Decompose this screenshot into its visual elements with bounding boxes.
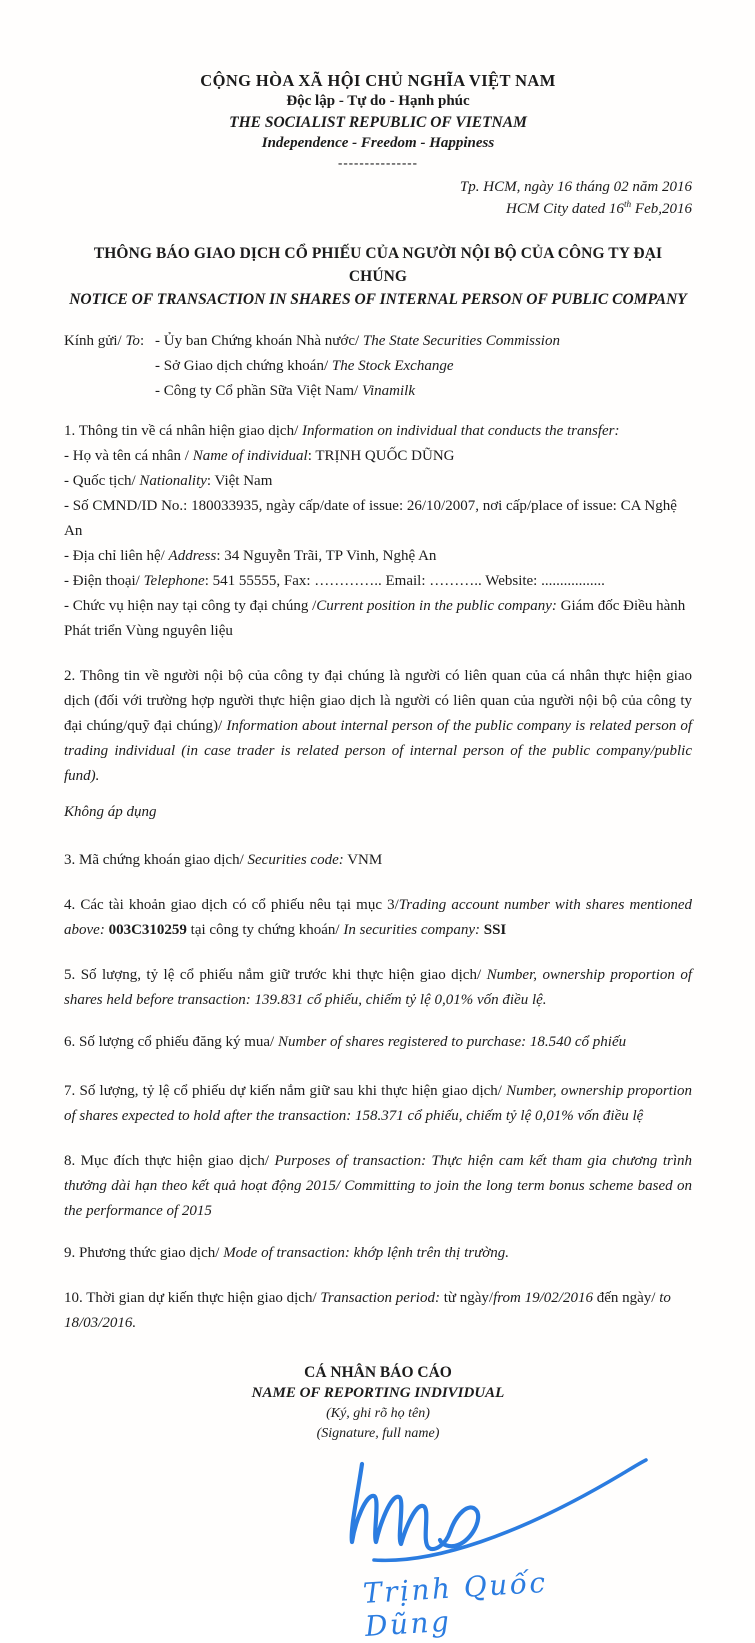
national-motto-en: THE SOCIALIST REPUBLIC OF VIETNAM: [229, 114, 527, 131]
field-shares-registered: 6. Số lượng cổ phiếu đăng ký mua/ Number of shares registered to purchase: 18.540 cổ phiếu: [64, 1034, 627, 1050]
section-10: [64, 1286, 692, 1336]
date-line-vi: Tp. HCM, ngày 16 tháng 02 năm 2016: [459, 179, 692, 195]
header-divider: ---------------: [338, 155, 418, 170]
field-transaction-period: 10. Thời gian dự kiến thực hiện giao dịch/ Transaction period: từ ngày/from 19/02/2016 đến ngày/ to 18/03/2016.: [64, 1290, 671, 1331]
field-nationality: - Quốc tịch/ Nationality: Việt Nam: [64, 473, 273, 489]
field-shares-after: 7. Số lượng, tỷ lệ cổ phiếu dự kiến nắm giữ sau khi thực hiện giao dịch/ Number, ownership proportion of shares expected to hold after the transaction: 158.371 cổ phiếu, chiếm tỷ lệ 0,01% vốn điều lệ: [64, 1083, 692, 1124]
document-title: [64, 242, 692, 311]
date-block: [64, 176, 692, 220]
national-slogan-vi: Độc lập - Tự do - Hạnh phúc: [286, 93, 470, 109]
recipients-block: [64, 329, 692, 404]
recipient-stock-exchange: - Sở Giao dịch chứng khoán/ The Stock Exchange: [155, 358, 454, 374]
signature-loops-stroke: [352, 1464, 478, 1549]
signature-heading: [64, 1362, 692, 1444]
field-purpose: 8. Mục đích thực hiện giao dịch/ Purposes of transaction: Thực hiện cam kết tham gia chương trình thưởng dài hạn theo kết quả hoạt động 2015/ Committing to join the long term bonus scheme based on the performance of 2015: [64, 1153, 692, 1219]
field-securities-code: 3. Mã chứng khoán giao dịch/ Securities code: VNM: [64, 852, 383, 868]
section-2-not-applicable: Không áp dụng: [64, 804, 157, 820]
section-8: [64, 1149, 692, 1224]
date-line-en: HCM City dated 16th Feb,2016: [506, 200, 692, 217]
field-telephone: - Điện thoại/ Telephone: 541 55555, Fax: ………….. Email: ……….. Website: .................: [64, 573, 605, 589]
section-7: [64, 1079, 692, 1129]
document-title-vi: THÔNG BÁO GIAO DỊCH CỔ PHIẾU CỦA NGƯỜI NỘI BỘ CỦA CÔNG TY ĐẠI CHÚNG: [93, 245, 663, 285]
section-1-heading: 1. Thông tin về cá nhân hiện giao dịch/ Information on individual that conducts the transfer:: [64, 423, 620, 439]
field-trading-account: 4. Các tài khoản giao dịch có cổ phiếu nêu tại mục 3/Trading account number with shares mentioned above: 003C310259 tại công ty chứng khoán/ In securities company: SSI: [64, 897, 692, 938]
field-current-position: - Chức vụ hiện nay tại công ty đại chúng /Current position in the public company: Giám đốc Điều hành Phát triển Vùng nguyên liệu: [64, 598, 686, 639]
section-9: [64, 1241, 692, 1266]
national-header: [64, 70, 692, 172]
reporting-individual-title-en: NAME OF REPORTING INDIVIDUAL: [251, 1385, 505, 1401]
section-2-text: 2. Thông tin về người nội bộ của công ty đại chúng là người có liên quan của cá nhân thực hiện giao dịch (đối với trường hợp người thực hiện giao dịch là người có liên quan của người nội bộ của công ty đại chúng/quỹ đại chúng)/ Information about internal person of the public company is related person of trading individual (in case trader is related person of internal person of the public company/public fund).: [64, 668, 693, 784]
recipient-vinamilk: - Công ty Cổ phần Sữa Việt Nam/ Vinamilk: [155, 383, 415, 399]
section-5: [64, 963, 692, 1013]
reporting-individual-title-vi: CÁ NHÂN BÁO CÁO: [304, 1364, 452, 1381]
section-2: [64, 664, 692, 825]
recipient-ssc: - Ủy ban Chứng khoán Nhà nước/ The State Securities Commission: [155, 333, 560, 349]
recipients-label: Kính gửi/ To:: [64, 333, 145, 349]
section-3: [64, 848, 692, 873]
national-slogan-en: Independence - Freedom - Happiness: [261, 135, 495, 151]
field-mode-of-transaction: 9. Phương thức giao dịch/ Mode of transaction: khớp lệnh trên thị trường.: [64, 1245, 510, 1261]
section-1: [64, 419, 692, 644]
handwritten-signature-ink: [322, 1452, 682, 1570]
field-full-name: - Họ và tên cá nhân / Name of individual: TRỊNH QUỐC DŨNG: [64, 448, 455, 464]
field-id-number: - Số CMND/ID No.: 180033935, ngày cấp/date of issue: 26/10/2007, nơi cấp/place of issue: CA Nghệ An: [64, 498, 677, 539]
section-6: [64, 1030, 692, 1055]
field-address: - Địa chỉ liên hệ/ Address: 34 Nguyễn Trãi, TP Vinh, Nghệ An: [64, 548, 437, 564]
document-title-en: NOTICE OF TRANSACTION IN SHARES OF INTERNAL PERSON OF PUBLIC COMPANY: [69, 291, 687, 308]
handwritten-name: Trịnh Quốc Dũng: [361, 1565, 549, 1643]
signature-note-en: (Signature, full name): [316, 1426, 440, 1441]
field-shares-before: 5. Số lượng, tỷ lệ cổ phiếu nắm giữ trước khi thực hiện giao dịch/ Number, ownership proportion of shares held before transaction: 139.831 cổ phiếu, chiếm tỷ lệ 0,01% vốn điều lệ.: [64, 967, 692, 1008]
section-4: [64, 893, 692, 943]
national-motto-vi: CỘNG HÒA XÃ HỘI CHỦ NGHĨA VIỆT NAM: [200, 71, 556, 90]
signature-note-vi: (Ký, ghi rõ họ tên): [326, 1406, 430, 1421]
